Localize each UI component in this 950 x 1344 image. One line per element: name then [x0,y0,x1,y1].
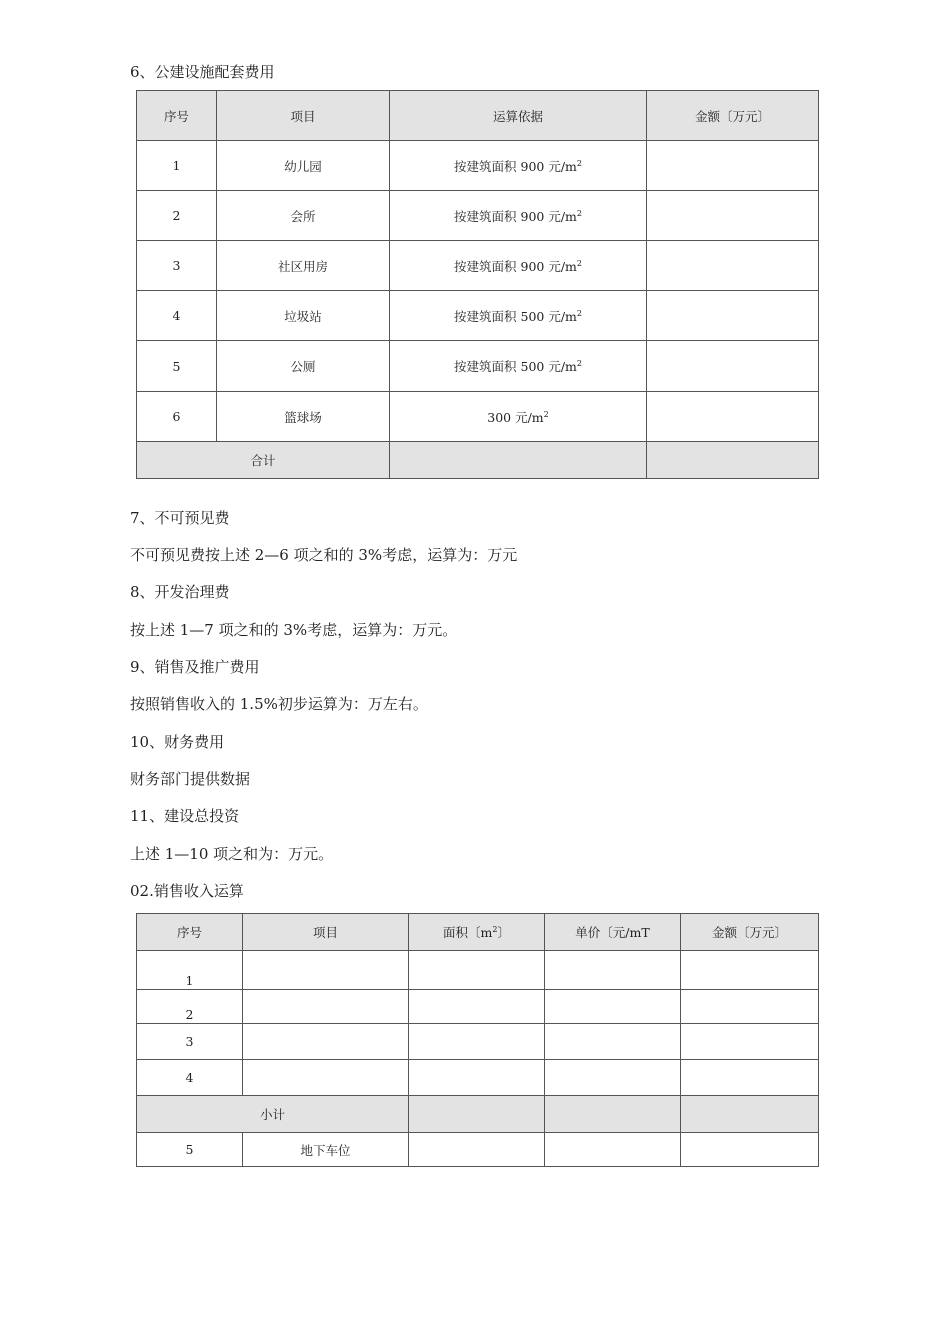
subtotal-price [545,1096,681,1133]
total-basis [390,442,647,479]
row-number: 3 [137,1024,243,1060]
row-amount [647,241,819,291]
row-area [409,1133,545,1167]
table-row [137,1133,819,1167]
subtotal-label: 小计 [137,1096,409,1133]
row-basis: 按建筑面积 900 元$/m^2$ [390,241,647,291]
row-area [409,1024,545,1060]
header-cell: 序号 [137,91,217,141]
header-cell: 金额〔万元〕 [647,91,819,141]
row-amount [681,951,819,990]
header-cell: 序号 [137,914,243,951]
table-row [137,990,819,1024]
subtotal-area [409,1096,545,1133]
row-amount [647,291,819,341]
row-price [545,1060,681,1096]
paragraph-10-title: 10、财务费用 [130,733,225,751]
facilities-table [136,90,819,479]
paragraph-8-title: 8、开发治理费 [130,583,230,601]
header-cell: 项目 [217,91,390,141]
row-basis: 按建筑面积 900 元$/m^2$ [390,191,647,241]
paragraph-9-title: 9、销售及推广费用 [130,658,260,676]
row-basis: 300 元$/m^2$ [390,392,647,442]
row-item: 社区用房 [217,241,390,291]
row-number: 4 [137,1060,243,1096]
sales-table [136,913,819,1167]
table-row [137,951,819,990]
paragraph-7-title: 7、不可预见费 [130,509,230,527]
row-item: 幼儿园 [217,141,390,191]
section6-title: 6、公建设施配套费用 [130,63,275,81]
row-number: 1 [137,951,243,990]
row-amount [681,1060,819,1096]
table-row [137,291,819,341]
total-label: 合计 [137,442,390,479]
subtotal-amount [681,1096,819,1133]
row-number: 4 [137,291,217,341]
row-basis: 按建筑面积 500 元$/m^2$ [390,291,647,341]
row-amount [647,141,819,191]
paragraph-8-body: 按上述 1—7 项之和的 3%考虑，运算为：万元。 [130,621,458,639]
paragraph-11-body: 上述 1—10 项之和为：万元。 [130,845,334,863]
total-row [137,442,819,479]
paragraph-7-body: 不可预见费按上述 2—6 项之和的 3%考虑，运算为：万元 [130,546,518,564]
table-row [137,1024,819,1060]
row-number: 5 [137,341,217,392]
row-amount [681,990,819,1024]
row-number: 6 [137,392,217,442]
paragraph-9-body: 按照销售收入的 1.5%初步运算为：万左右。 [130,695,428,713]
row-amount [647,392,819,442]
paragraph-11-title: 11、建设总投资 [130,807,240,825]
table-header-row [137,91,819,141]
row-number: 5 [137,1133,243,1167]
row-amount [681,1024,819,1060]
row-number: 2 [137,191,217,241]
row-item: 篮球场 [217,392,390,442]
row-amount [681,1133,819,1167]
row-basis: 按建筑面积 900 元$/m^2$ [390,141,647,191]
row-basis: 按建筑面积 500 元$/m^2$ [390,341,647,392]
row-item [243,1024,409,1060]
row-item: 会所 [217,191,390,241]
row-amount [647,191,819,241]
row-area [409,990,545,1024]
header-cell: 金额〔万元〕 [681,914,819,951]
header-cell: 面积〔$m^2$〕 [409,914,545,951]
row-price [545,1133,681,1167]
row-item [243,951,409,990]
total-amount [647,442,819,479]
row-item [243,990,409,1024]
row-item: 公厕 [217,341,390,392]
row-item: 地下车位 [243,1133,409,1167]
row-price [545,951,681,990]
table-row [137,341,819,392]
header-cell: 运算依据 [390,91,647,141]
table-row [137,141,819,191]
row-number: 3 [137,241,217,291]
table-row [137,1060,819,1096]
table-row [137,241,819,291]
row-amount [647,341,819,392]
header-cell: 项目 [243,914,409,951]
sales-section-title: 02.销售收入运算 [130,882,244,900]
table-header-row [137,914,819,951]
row-item: 垃圾站 [217,291,390,341]
header-cell: 单价〔元/mT [545,914,681,951]
row-number: 2 [137,990,243,1024]
row-area [409,1060,545,1096]
paragraph-10-body: 财务部门提供数据 [130,770,251,788]
row-price [545,1024,681,1060]
row-item [243,1060,409,1096]
subtotal-row [137,1096,819,1133]
table-row [137,191,819,241]
table-row [137,392,819,442]
row-price [545,990,681,1024]
row-area [409,951,545,990]
row-number: 1 [137,141,217,191]
